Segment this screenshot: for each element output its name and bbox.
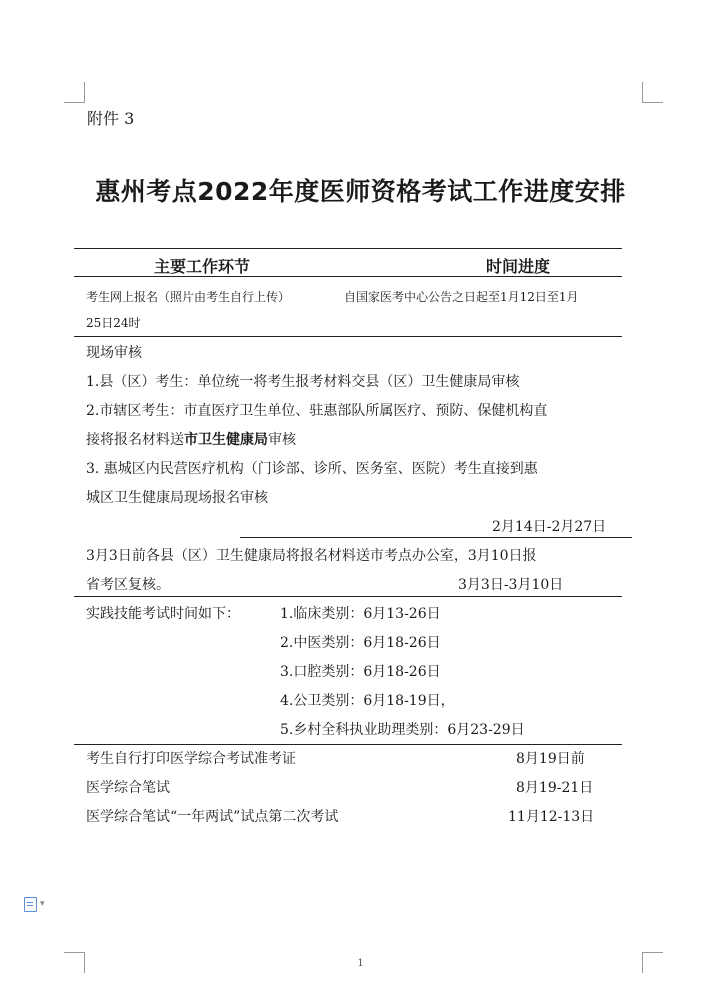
- table-rule-submit: [74, 596, 622, 597]
- second-exam-step: 医学综合笔试“一年两试”试点第二次考试: [86, 809, 339, 825]
- second-exam-time: 11月12-13日: [508, 809, 595, 825]
- document-title: 惠州考点2022年度医师资格考试工作进度安排: [95, 177, 626, 206]
- table-rule-top: [74, 248, 622, 249]
- submit-step: 3月3日前各县（区）卫生健康局将报名材料送市考点办公室，3月10日报: [86, 548, 537, 564]
- document-icon[interactable]: [24, 897, 37, 912]
- onsite-item-2: 2.市辖区考生：市直医疗卫生单位、驻惠部队所属医疗、预防、保健机构直: [86, 403, 548, 419]
- chevron-down-icon[interactable]: ▾: [40, 899, 45, 909]
- onsite-time: 2月14日-2月27日: [492, 519, 607, 535]
- crop-mark-top-right: [642, 82, 663, 103]
- online-reg-step: 考生网上报名（照片由考生自行上传）: [86, 290, 291, 304]
- table-rule-online: [74, 336, 622, 337]
- onsite-item-2-bold: 市卫生健康局: [184, 432, 268, 448]
- practical-item-4: 4.公卫类别：6月18-19日，: [280, 693, 455, 709]
- table-rule-practical: [74, 744, 622, 745]
- onsite-item-3: 3. 惠城区内民营医疗机构（门诊部、诊所、医务室、医院）考生直接到惠: [86, 461, 538, 477]
- practical-item-3: 3.口腔类别：6月18-26日: [280, 664, 441, 680]
- onsite-item-1: 1.县（区）考生：单位统一将考生报考材料交县（区）卫生健康局审核: [86, 374, 520, 390]
- onsite-title: 现场审核: [86, 345, 142, 361]
- onsite-item-2-pre: 接将报名材料送: [86, 432, 184, 448]
- submit-time: 3月3日-3月10日: [458, 577, 564, 593]
- practical-item-2: 2.中医类别：6月18-26日: [280, 635, 441, 651]
- crop-mark-top-left: [64, 82, 85, 103]
- attachment-label: 附件 3: [87, 109, 135, 128]
- table-rule-onsite: [240, 537, 632, 538]
- onsite-item-3-cont: 城区卫生健康局现场报名审核: [86, 490, 268, 506]
- online-reg-time-cont: 25日24时: [86, 316, 141, 330]
- written-step: 医学综合笔试: [86, 780, 170, 796]
- header-step: 主要工作环节: [154, 257, 251, 276]
- practical-item-1: 1.临床类别：6月13-26日: [280, 606, 441, 622]
- header-time: 时间进度: [486, 257, 551, 276]
- submit-step-cont: 省考区复核。: [86, 577, 170, 593]
- practical-intro: 实践技能考试时间如下：: [86, 606, 240, 622]
- print-time: 8月19日前: [516, 751, 585, 767]
- written-time: 8月19-21日: [516, 780, 594, 796]
- page-number: 1: [357, 958, 364, 969]
- print-step: 考生自行打印医学综合考试准考证: [86, 751, 296, 767]
- online-reg-time: 自国家医考中心公告之日起至1月12日至1月: [344, 290, 579, 304]
- onsite-item-2-post: 审核: [268, 432, 296, 448]
- practical-item-5: 5.乡村全科执业助理类别：6月23-29日: [280, 722, 525, 738]
- onsite-item-2-cont: [86, 429, 296, 449]
